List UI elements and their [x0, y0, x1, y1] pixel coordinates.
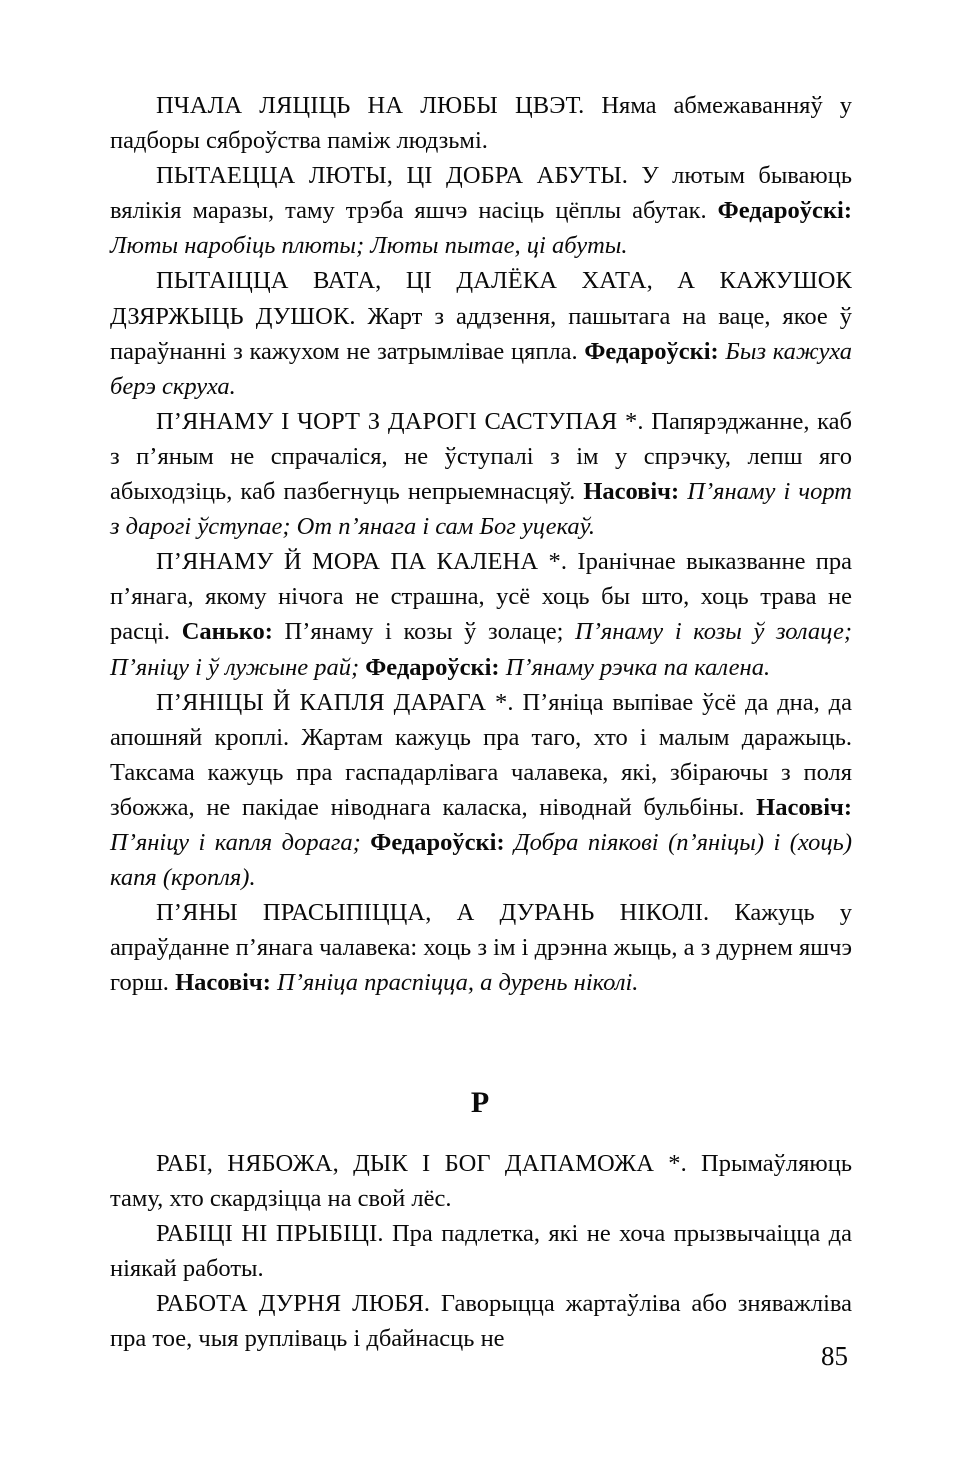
- entry-headword: ПЧАЛА ЛЯЦІЦЬ НА ЛЮБЫ ЦВЭТ.: [156, 92, 585, 119]
- dictionary-entry: [110, 1216, 852, 1286]
- page-number: 85: [821, 1341, 848, 1371]
- citation-source: Федароўскі:: [365, 653, 500, 681]
- dictionary-entry: [110, 895, 852, 1000]
- citation-quote-roman: П’янаму і козы ў золаце;: [272, 618, 576, 646]
- alphabet-letter-heading: Р: [470, 1086, 490, 1119]
- citation-source: Санько:: [181, 618, 273, 646]
- citation-source: Насовіч:: [756, 793, 852, 821]
- citation-quote: П’яніцу і капля дорага;: [110, 828, 371, 856]
- dictionary-entry: [110, 685, 852, 896]
- citation-source: Насовіч:: [583, 478, 680, 506]
- entry-definition: Гаворыцца жартаўліва або зняважліва пра тое, чыя рупліваць і дбайнасць не: [110, 1290, 852, 1353]
- dictionary-entry: [110, 404, 852, 544]
- entry-headword: П’ЯНІЦЫ Й КАПЛЯ ДАРАГА *.: [156, 688, 514, 716]
- entry-definition: Няма абмежаванняў у падборы сяброўства паміж людзьмі.: [110, 92, 852, 155]
- dictionary-entry: [110, 263, 852, 403]
- entry-definition: Жарт з аддзення, пашытага на ваце, якое ў параўнанні з кажухом не затрымлівае цяпла.: [110, 302, 852, 365]
- citation-source: Федароўскі:: [584, 337, 719, 365]
- citation-quote: Люты наробіць плюты; Люты пытае, ці абуты.: [110, 232, 628, 260]
- dictionary-entry: [110, 88, 852, 158]
- citation-quote: Быз кажуха берэ скруха.: [110, 337, 852, 400]
- entry-definition: Кажуць у апраўданне п’янага чалавека: хоць з ім і дрэнна жыць, а з дурнем яшчэ горш.: [110, 899, 852, 997]
- entry-definition: Пра падлетка, які не хоча прызвычаіцца да ніякай работы.: [110, 1220, 852, 1283]
- entry-headword: П’ЯНАМУ І ЧОРТ З ДАРОГІ САСТУПАЯ *.: [156, 407, 644, 435]
- entry-headword: РАБОТА ДУРНЯ ЛЮБЯ.: [156, 1290, 431, 1318]
- entry-headword: РАБІ, НЯБОЖА, ДЫК І БОГ ДАПАМОЖА *.: [156, 1150, 687, 1177]
- entry-definition: Папярэджанне, каб з п’яным не спрачаліся, не ўступалі з ім у спрэчку, лепш яго абыходзіць, каб пазбегнуць непрыемнасцяў.: [110, 407, 852, 506]
- body-text-block-two: [110, 1146, 852, 1357]
- body-text-block-one: [110, 88, 852, 1000]
- dictionary-entry: [110, 1146, 852, 1216]
- citation-quote: П’яніца праспіцца, а дурень ніколі.: [270, 969, 639, 997]
- citation-quote: Добра піякові (п’яніцы) і (хоць) капя (кропля).: [110, 828, 852, 892]
- entry-definition: У лютым бываюць вялікія маразы, таму трэба яшчэ насіць цёплы абутак.: [110, 162, 852, 225]
- entry-definition: П’яніца выпівае ўсё да дна, да апошняй кроплі. Жартам кажуць пра таго, хто і малым даражыць. Таксама кажуць пра гаспадарлівага чалавека, які, збіраючы з поля збожжа, не пакідае ніводнага каласка, ніводнай бульбіны.: [110, 688, 852, 821]
- dictionary-entry: [110, 158, 852, 263]
- citation-source: Федароўскі:: [370, 828, 505, 856]
- entry-headword: ПЫТАІЦЦА ВАТА, ЦІ ДАЛЁКА ХАТА, А КАЖУШОК ДЗЯРЖЫЦЬ ДУШОК.: [110, 267, 852, 330]
- entry-definition: Іранічнае выказванне пра п’янага, якому нічога не страшна, усё хоць бы што, хоць трава не расці.: [110, 548, 853, 646]
- entry-definition: Прымаўляюць таму, хто скардзіцца на свой лёс.: [110, 1150, 852, 1213]
- entry-headword: РАБІЦІ НІ ПРЫБІЦІ.: [156, 1220, 384, 1248]
- citation-quote: П’янаму і козы ў золаце; П’яніцу і ў лужыне рай;: [110, 618, 853, 681]
- citation-source: Федароўскі:: [717, 197, 852, 225]
- entry-headword: П’ЯНЫ ПРАСЫПІЦЦА, А ДУРАНЬ НІКОЛІ.: [156, 899, 710, 927]
- citation-quote: П’янаму і чорт з дарогі ўступае; От п’янага і сам Бог уцекаў.: [110, 478, 852, 541]
- entry-headword: П’ЯНАМУ Й МОРА ПА КАЛЕНА *.: [156, 548, 568, 576]
- dictionary-entry: [110, 1286, 852, 1356]
- entry-headword: ПЫТАЕЦЦА ЛЮТЫ, ЦІ ДОБРА АБУТЫ.: [156, 162, 628, 190]
- citation-source: Насовіч:: [175, 969, 271, 997]
- citation-quote: П’янаму рэчка па калена.: [499, 653, 771, 681]
- dictionary-entry: [110, 544, 852, 684]
